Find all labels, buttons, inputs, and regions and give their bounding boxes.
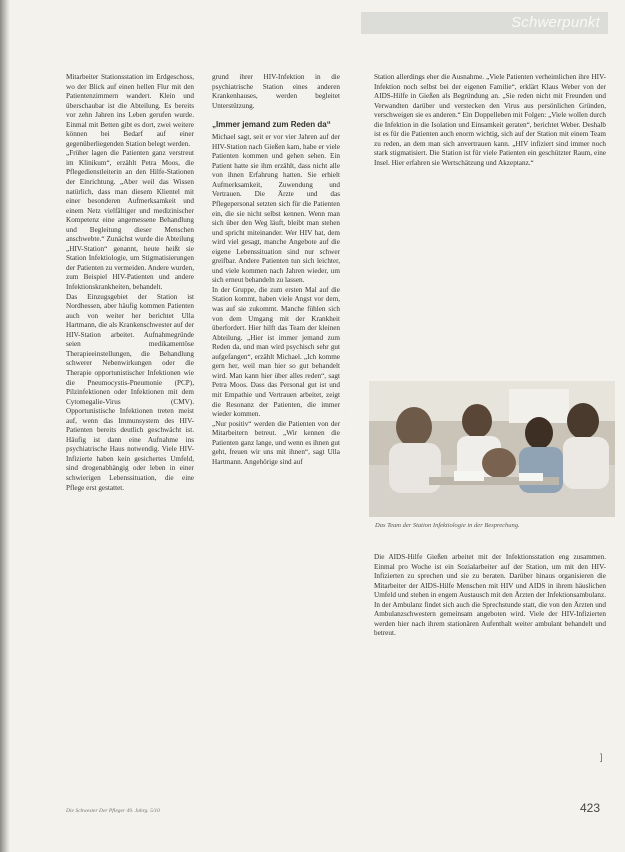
page-spine-shadow — [0, 0, 10, 852]
paragraph: Das Einzugsgebiet der Station ist Nordhessen, aber häufig kommen Patienten auch von weiter her berichtet Ulla Hartmann, die als Krankenschwester auf der HIV-Station arbeitet. Aufnahmegründe seien medikamentöse Therapieeinstellungen, die Behandlung schwerer Nebenwirkungen oder die Therapie opportunistischer Infektionen wie die Pneumocystis-Pneumonie (PCP), Pilzinfektionen oder Infektionen mit dem Cytomegalie-Virus (CMV). Opportunistische Infektionen treten meist auf, wenn das Immunsystem des HIV-Patienten bereits deutlich geschwächt ist. Häufig ist dann eine Aufnahme ins psychiatrische Haus notwendig. Viele HIV-Infizierte haben kein gesichertes Umfeld, sind drogenabhängig oder leben in einer schwierigen Lebenssituation, die eine Pflege erst gestattet. — [66, 292, 194, 492]
section-header-bar — [361, 12, 608, 34]
text-column-1 — [66, 73, 194, 773]
paragraph: grund ihrer HIV-Infektion in die psychiatrische Station eines anderen Krankenhauses, werden begleitet Unterstützung. — [212, 73, 340, 110]
photo-caption: Das Team der Station Infektiologie in der Besprechung. — [375, 522, 520, 529]
paragraph: Michael sagt, seit er vor vier Jahren auf der HIV-Station nach Gießen kam, habe er viele Patienten kommen und gehen sehen. Ein Patient hatte sie ihm erzählt, dass nicht alle von ihnen Erfahrung hatten. Sie erhielt Aufmerksamkeit, Zuwendung und Vertrauen. Die Ärzte und das Pflegepersonal setzten sich für die Patienten ein, die sie nicht selbst kennen. Wenn man sich über den Weg läuft, bleibt man stehen und spricht miteinander. Wer HIV hat, dem wird viel gesagt, manche Angebote auf die eigene Lebenssituation sind nur schwer greifbar. Andere Patienten tun sich leichter, und viele kommen nach Jahren wieder, um sich erneut behandeln zu lassen. — [212, 133, 340, 285]
text-column-2 — [212, 73, 340, 773]
text-column-3-bottom — [374, 553, 606, 803]
paragraph: Mitarbeiter Stationsstation im Erdgeschoss, wo der Blick auf einen hellen Flur mit den Patientenzimmern wandert. Klein und überschaubar ist die Abteilung. Es bereits vor zehn Jahren ins Leben gerufen wurde. Einmal mit Betten gibt es dort, zwei weitere können bei Bedarf auf einer gegenüberliegenden Station belegt werden. — [66, 73, 194, 148]
team-photo — [349, 381, 615, 517]
page-number: 423 — [580, 801, 601, 815]
journal-footer: Die Schwester Der Pfleger 49. Jahrg. 5/10 — [66, 808, 160, 814]
paragraph: In der Gruppe, die zum ersten Mal auf die Station kommt, haben viele Angst vor dem, was auf sie zukommt. Manche fühlen sich von dem Umgang mit der Krankheit überfordert. Hier hilft das Team der kleinen Abteilung. „Hier ist immer jemand zum Reden da, und man wird psychisch sehr gut aufgefangen“, erzählt Michael. „Ich komme gern her, weil man hier so gut behandelt wird. Man kann hier über alles reden“, sagt Petra Moos. Dass das Personal gut ist und mit Empathie und Vertrauen arbeitet, zeigt die Resonanz der Patienten, die immer wieder kommen. — [212, 285, 340, 419]
section-title: Schwerpunkt — [511, 14, 600, 31]
paragraph: Station allerdings eher die Ausnahme. „Viele Patienten verheimlichen ihre HIV-Infektion noch selbst bei der eigenen Familie“, erklärt Klaus Weber von der AIDS-Hilfe in Gießen als Begründung an. „Sie reden nicht mit Freunden und Verwandten darüber und verstecken den Virus aus persönlichen Gründen, verschweigen sie es anderen.“ Ein Doppelleben mit Folgen: „Viele wollen durch die Infektion in die Isolation und Einsamkeit geraten“, berichtet Weber. Deshalb ist es für die Patienten auch enorm wichtig, sich auf der Station mit einem Team zu reden, an dem man sich anvertrauen kann. „HIV infiziert sind immer noch stark stigmatisiert. Die Station ist für viele Patienten ein geschützter Raum, eine Insel. Hier erfahren sie Wertschätzung und Akzeptanz.“ — [374, 73, 606, 167]
photo-illustration — [369, 381, 615, 517]
end-mark: ] — [600, 752, 603, 762]
paragraph: „Nur positiv“ werden die Patienten von der Mitarbeitern betreut. „Wir kennen die Patienten ganz lange, und wenn es ihnen gut geht, freuen wir uns mit ihnen“, sagt Ulla Hartmann. Angehörige sind auf — [212, 419, 340, 466]
subheading: „Immer jemand zum Reden da“ — [212, 120, 331, 130]
paragraph: Die AIDS-Hilfe Gießen arbeitet mit der Infektionsstation eng zusammen. Einmal pro Woche ist ein Sozialarbeiter auf der Station, um mit den HIV-Infizierten zu sprechen und sie zu beraten. Darüber hinaus organisieren die Mitarbeiter der AIDS-Hilfe Menschen mit HIV und AIDS in ihrem häuslichen Umfeld und stehen in engem Austausch mit den Ärzten der Infektionsambulanz. In der Ambulanz findet sich auch die Sprechstunde statt, die von den Ärzten und Ambulanzschwestern gemeinsam angeboten wird. Viele der HIV-Infizierten werden hier nach ihrem stationären Aufenthalt weiter ambulant behandelt und betreut. — [374, 553, 606, 638]
photo-credit-vertical — [349, 387, 379, 447]
photo-credit-text: Foto: privat — [349, 407, 355, 433]
text-column-3-top — [374, 73, 606, 381]
paragraph: „Früher lagen die Patienten ganz verstreut im Klinikum“, erzählt Petra Moos, die Pflegedienstleiterin an den Hilfe-Stationen der Einrichtung. „Aber weil das Wissen natürlich, dass man diesem Klientel mit einer besonderen Aufmerksamkeit und einem Netz vielfältiger und medizinischer Kompetenz eine angemessene Behandlung und Begleitung dieser Menschen anschwebte.“ Zunächst wurde die Abteilung „HIV-Station“ genannt, heute heißt sie Station Infektiologie, um Stigmatisierungen der Patienten zu vermeiden. Andere wurden, zum Beispiel HIV-Patienten und andere Infektionskrankheiten, behandelt. — [66, 149, 194, 292]
